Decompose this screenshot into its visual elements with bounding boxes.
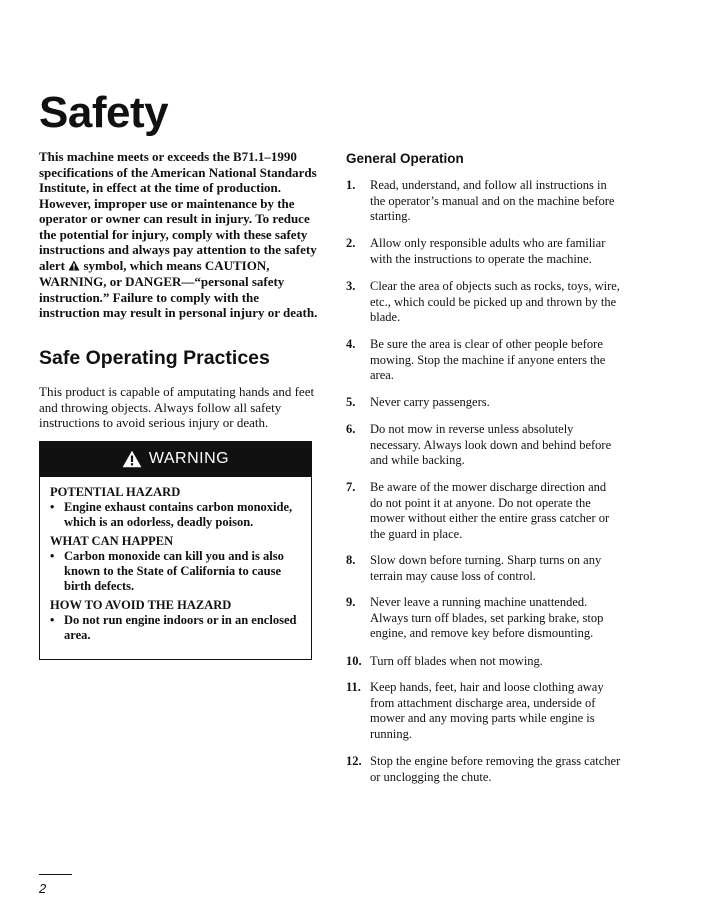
bullet-text: Do not run engine indoors or in an enclosed area. [64, 613, 297, 642]
warning-section-bullet [50, 500, 301, 530]
item-text: Read, understand, and follow all instructions in the operator’s manual and on the machine before starting. [370, 178, 615, 223]
warning-triangle-icon [122, 450, 142, 468]
list-item [346, 236, 621, 267]
list-item [346, 395, 621, 411]
list-item [346, 337, 621, 384]
list-item [346, 595, 621, 642]
item-number: 11. [346, 680, 361, 694]
list-item [346, 279, 621, 326]
item-text: Do not mow in reverse unless absolutely necessary. Always look down and behind before and while backing. [370, 422, 612, 467]
warning-section-heading: HOW TO AVOID THE HAZARD [50, 598, 232, 612]
list-item [346, 680, 621, 742]
list-item [346, 480, 621, 542]
warning-section-heading: POTENTIAL HAZARD [50, 485, 181, 499]
item-number: 10. [346, 654, 362, 668]
bullet-icon: • [50, 613, 55, 627]
item-number: 1. [346, 178, 356, 192]
item-text: Be sure the area is clear of other people before mowing. Stop the machine if anyone enters the area. [370, 337, 606, 382]
item-number: 5. [346, 395, 356, 409]
safe-operating-practices-heading: Safe Operating Practices [39, 347, 270, 369]
item-text: Never leave a running machine unattended. Always turn off blades, set parking brake, stop engine, and remove key before dismounting. [370, 595, 604, 640]
item-number: 9. [346, 595, 356, 609]
warning-section-bullet [50, 549, 301, 594]
item-text: Turn off blades when not mowing. [370, 654, 543, 668]
item-number: 4. [346, 337, 356, 351]
warning-section-bullet [50, 613, 301, 643]
safety-alert-icon [68, 259, 80, 275]
item-number: 12. [346, 754, 362, 768]
item-number: 3. [346, 279, 356, 293]
item-number: 8. [346, 553, 356, 567]
bullet-text: Engine exhaust contains carbon monoxide, which is an odorless, deadly poison. [64, 500, 293, 529]
bullet-icon: • [50, 500, 55, 514]
item-text: Slow down before turning. Sharp turns on any terrain may cause loss of control. [370, 553, 602, 583]
item-text: Keep hands, feet, hair and loose clothing away from attachment discharge area, underside of mower and any moving parts while engine is running. [370, 680, 604, 741]
item-number: 2. [346, 236, 356, 250]
list-item [346, 754, 621, 785]
general-operation-heading: General Operation [346, 151, 464, 166]
warning-section-heading: WHAT CAN HAPPEN [50, 534, 174, 548]
item-text: Stop the engine before removing the grass catcher or unclogging the chute. [370, 754, 621, 784]
item-text: Never carry passengers. [370, 395, 490, 409]
warning-body [40, 477, 311, 643]
page-number: 2 [39, 881, 47, 896]
intro-paragraph [39, 149, 321, 321]
item-text: Allow only responsible adults who are familiar with the instructions to operate the machine. [370, 236, 606, 266]
warning-box [39, 441, 312, 660]
warning-label: WARNING [148, 450, 230, 467]
list-item [346, 553, 621, 584]
item-text: Clear the area of objects such as rocks, toys, wire, etc., which could be picked up and thrown by the blade. [370, 279, 620, 324]
footer-rule [39, 874, 72, 875]
item-number: 6. [346, 422, 356, 436]
intro-text-part2: symbol, which means CAUTION, WARNING, or DANGER—“personal safety instruction.” Failure to comply with the instruction may result in personal injury or death. [39, 257, 318, 320]
safe-practices-text: This product is capable of amputating hands and feet and throwing objects. Always follow all safety instructions to avoid serious injury or death. [39, 384, 315, 430]
list-item [346, 422, 621, 469]
page-title: Safety [39, 88, 169, 137]
warning-header [40, 441, 311, 477]
list-item [346, 178, 621, 225]
bullet-icon: • [50, 549, 55, 563]
item-number: 7. [346, 480, 356, 494]
item-text: Be aware of the mower discharge direction and do not point it at anyone. Do not operate the mower without either the entire grass catcher or the guard in place. [370, 480, 610, 541]
bullet-text: Carbon monoxide can kill you and is also known to the State of California to cause birth defects. [64, 549, 284, 593]
intro-text-part1: This machine meets or exceeds the B71.1–1990 specifications of the American National Standards Institute, in effect at the time of production. However, improper use or maintenance by the operator or owner can result in injury. To reduce the potential for injury, comply with these safety instructions and always pay attention to the safety alert [39, 149, 317, 273]
list-item [346, 654, 621, 670]
